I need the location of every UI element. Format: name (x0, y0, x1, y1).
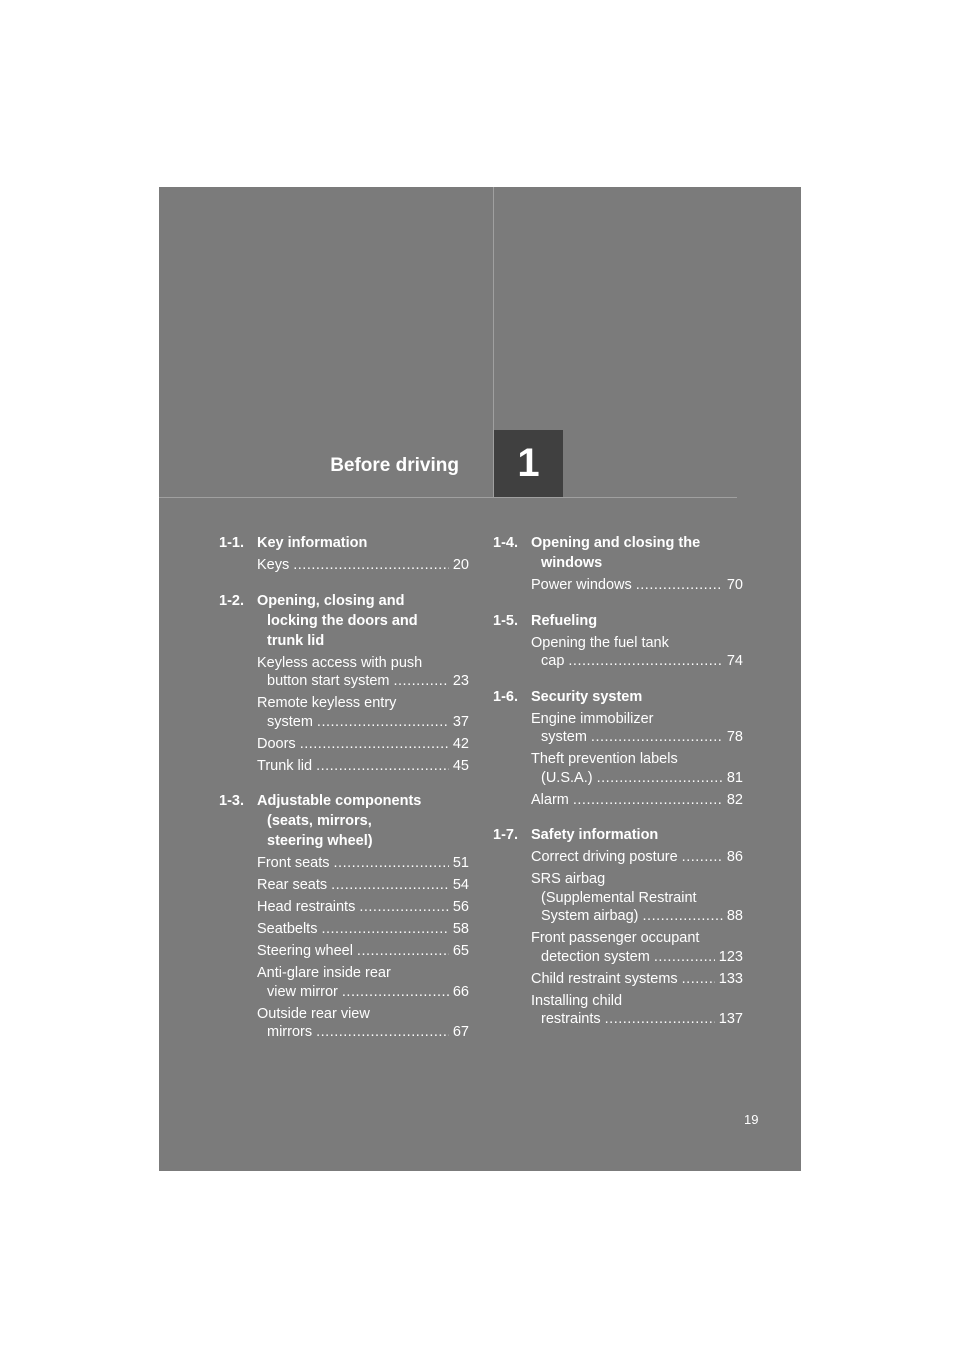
entry-label-line: Anti-glare inside rear (257, 965, 391, 981)
section-heading[interactable] (493, 825, 743, 845)
entry-page-number: 66 (452, 983, 469, 1000)
section-entries (493, 710, 743, 810)
toc-section (219, 533, 469, 575)
dot-leader (300, 735, 449, 754)
toc-entry[interactable] (531, 929, 743, 966)
entry-page-number: 82 (726, 791, 743, 808)
toc-entry[interactable] (257, 654, 469, 691)
section-title-line: Opening and closing the (531, 535, 701, 551)
toc-entry[interactable] (257, 876, 469, 895)
dot-leader (573, 791, 723, 810)
toc-section (493, 611, 743, 671)
dot-leader (591, 728, 723, 747)
dot-leader (331, 876, 449, 895)
chapter-panel (159, 187, 801, 1171)
entry-page-number: 67 (452, 1024, 469, 1040)
section-number: 1-6. (493, 688, 518, 705)
section-title-line: Refueling (531, 612, 598, 629)
section-title-line: Safety information (531, 827, 659, 843)
entry-last-line (531, 652, 743, 671)
entry-page-number: 88 (726, 908, 743, 924)
entry-page-number: 54 (452, 877, 469, 893)
entry-page-number: 81 (726, 769, 743, 786)
entry-last-line (257, 942, 469, 961)
dot-leader (357, 942, 449, 961)
entry-label-line: detection system (541, 948, 650, 965)
dot-leader (293, 556, 449, 575)
entry-last-line (531, 728, 743, 747)
section-title-line: Opening, closing and (257, 592, 405, 609)
entry-last-line (257, 854, 469, 873)
entry-label-line: Correct driving posture (531, 849, 678, 865)
entry-last-line (531, 907, 743, 926)
entry-label-line: Opening the fuel tank (531, 634, 669, 651)
toc-entry[interactable] (257, 556, 469, 575)
section-title-line: (seats, mirrors, (267, 813, 372, 829)
entry-last-line (531, 848, 743, 867)
entry-label-line: Theft prevention labels (531, 751, 678, 767)
entry-page-number: 133 (718, 970, 743, 987)
entry-label-line: system (267, 713, 313, 730)
dot-leader (359, 898, 449, 917)
dot-leader (636, 576, 723, 595)
entry-last-line (531, 769, 743, 788)
toc-entry[interactable] (257, 854, 469, 873)
toc-entry[interactable] (531, 710, 743, 747)
section-entries (493, 576, 743, 595)
entry-label-line: system (541, 729, 587, 745)
entry-label-line: Trunk lid (257, 757, 313, 774)
entry-label-line: (Supplemental Restraint (541, 889, 697, 906)
section-number: 1-7. (493, 827, 518, 843)
entry-label-line: Head restraints (257, 899, 356, 915)
chapter-number-badge (494, 430, 563, 497)
toc-entry[interactable] (257, 735, 469, 754)
toc-entry[interactable] (531, 791, 743, 810)
entry-label-line: SRS airbag (531, 871, 606, 887)
entry-label-line: Installing child (531, 992, 623, 1009)
entry-page-number: 123 (718, 948, 743, 965)
toc-entry[interactable] (257, 694, 469, 731)
dot-leader (597, 769, 723, 788)
entry-last-line (531, 1010, 743, 1029)
toc-entry[interactable] (257, 942, 469, 961)
horizontal-divider (159, 497, 737, 498)
entry-page-number: 23 (452, 673, 469, 689)
entry-last-line (257, 920, 469, 939)
entry-page-number: 56 (452, 899, 469, 915)
toc-entry[interactable] (257, 898, 469, 917)
toc-entry[interactable] (531, 634, 743, 671)
dot-leader (605, 1010, 715, 1029)
page-number: 19 (744, 1112, 759, 1127)
dot-leader (682, 970, 715, 989)
entry-last-line (531, 791, 743, 810)
chapter-title: Before driving (330, 455, 459, 476)
entry-page-number: 58 (452, 921, 469, 937)
toc-entry[interactable] (531, 576, 743, 595)
section-entries (219, 556, 469, 575)
entry-label-line: System airbag) (541, 908, 639, 924)
section-heading[interactable] (219, 533, 469, 553)
entry-last-line (257, 556, 469, 575)
section-entries (493, 634, 743, 671)
entry-last-line (257, 672, 469, 691)
section-title-line: Key information (257, 535, 368, 551)
dot-leader (334, 854, 449, 873)
entry-last-line (257, 898, 469, 917)
toc-section (493, 825, 743, 1029)
section-title-line: locking the doors and (267, 612, 418, 629)
entry-page-number: 74 (726, 653, 743, 669)
section-heading[interactable] (493, 533, 743, 573)
entry-last-line (257, 983, 469, 1002)
section-number: 1-5. (493, 612, 518, 629)
dot-leader (568, 652, 722, 671)
entry-last-line (257, 735, 469, 754)
entry-label-line: Front passenger occupant (531, 930, 700, 946)
toc-section (219, 591, 469, 776)
dot-leader (316, 1023, 449, 1042)
entry-label-line: Engine immobilizer (531, 710, 654, 727)
entry-page-number: 20 (452, 557, 469, 573)
dot-leader (321, 920, 448, 939)
toc-entry[interactable] (257, 920, 469, 939)
dot-leader (316, 757, 449, 776)
toc-entry[interactable] (257, 757, 469, 776)
section-number: 1-1. (219, 535, 244, 551)
entry-label-line: (U.S.A.) (541, 769, 593, 786)
entry-last-line (531, 576, 743, 595)
entry-label-line: Remote keyless entry (257, 695, 397, 711)
entry-label-line: mirrors (267, 1024, 313, 1040)
section-entries (493, 848, 743, 1029)
section-entries (219, 654, 469, 776)
dot-leader (317, 713, 449, 732)
toc-entry[interactable] (531, 848, 743, 867)
entry-label-line: Seatbelts (257, 921, 318, 937)
entry-label-line: Steering wheel (257, 943, 353, 959)
chapter-number: 1 (517, 441, 540, 485)
entry-page-number: 86 (726, 849, 743, 865)
entry-last-line (531, 948, 743, 967)
section-heading[interactable] (219, 591, 469, 651)
entry-page-number: 137 (718, 1011, 743, 1027)
toc-section (219, 791, 469, 1042)
dot-leader (654, 948, 715, 967)
dot-leader (394, 672, 449, 691)
entry-label-line: Outside rear view (257, 1005, 370, 1022)
entry-label-line: button start system (267, 673, 390, 689)
dot-leader (342, 983, 449, 1002)
entry-label-line: view mirror (267, 983, 338, 1000)
entry-page-number: 65 (452, 943, 469, 959)
toc-entry[interactable] (531, 970, 743, 989)
entry-label-line: Keys (257, 557, 290, 573)
entry-label-line: cap (541, 653, 565, 669)
entry-page-number: 37 (452, 713, 469, 730)
entry-page-number: 70 (726, 577, 743, 593)
entry-page-number: 42 (452, 735, 469, 752)
entry-last-line (257, 757, 469, 776)
toc-entry[interactable] (531, 750, 743, 787)
section-number: 1-4. (493, 535, 518, 551)
entry-label-line: Power windows (531, 577, 632, 593)
toc-entry[interactable] (531, 992, 743, 1029)
toc-entry[interactable] (257, 1005, 469, 1042)
section-title-line: Adjustable components (257, 793, 422, 809)
toc-entry[interactable] (257, 964, 469, 1001)
entry-last-line (531, 970, 743, 989)
entry-label-line: Alarm (531, 791, 569, 808)
toc-section (493, 533, 743, 595)
section-number: 1-3. (219, 793, 244, 809)
entry-label-line: Rear seats (257, 877, 328, 893)
section-heading[interactable] (493, 687, 743, 707)
toc-section (493, 687, 743, 810)
entry-label-line: restraints (541, 1011, 601, 1027)
section-number: 1-2. (219, 592, 244, 609)
section-title-line: trunk lid (267, 632, 325, 649)
entry-page-number: 51 (452, 855, 469, 871)
section-entries (219, 854, 469, 1042)
entry-page-number: 45 (452, 757, 469, 774)
entry-last-line (257, 1023, 469, 1042)
toc-right-column (493, 533, 743, 1045)
entry-label-line: Keyless access with push (257, 654, 423, 671)
entry-last-line (257, 876, 469, 895)
section-title-line: Security system (531, 688, 643, 705)
entry-page-number: 78 (726, 729, 743, 745)
entry-last-line (257, 713, 469, 732)
entry-label-line: Doors (257, 735, 296, 752)
toc-entry[interactable] (531, 870, 743, 926)
toc-left-column (219, 533, 469, 1058)
entry-label-line: Child restraint systems (531, 970, 678, 987)
section-title-line: steering wheel) (267, 833, 373, 849)
section-title-line: windows (541, 555, 603, 571)
dot-leader (682, 848, 723, 867)
section-heading[interactable] (493, 611, 743, 631)
dot-leader (643, 907, 723, 926)
section-heading[interactable] (219, 791, 469, 851)
entry-label-line: Front seats (257, 855, 330, 871)
